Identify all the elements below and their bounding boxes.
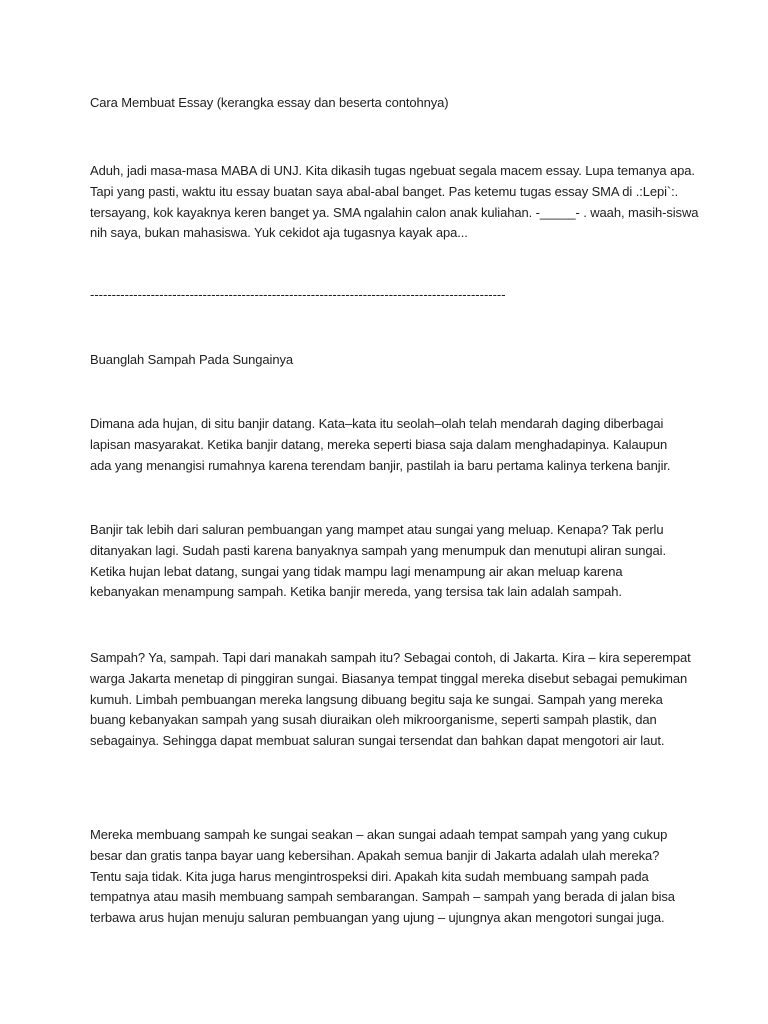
- paragraph-line: ditanyakan lagi. Sudah pasti karena banyaknya sampah yang menumpuk dan menutupi aliran sungai.: [90, 542, 666, 558]
- intro-line: tersayang, kok kayaknya keren banget ya. SMA ngalahin calon anak kuliahan. -_____- . waah, masih-siswa: [90, 204, 699, 220]
- paragraph-line: tempatnya atau masih membuang sampah sembarangan. Sampah – sampah yang berada di jalan bisa: [90, 889, 675, 905]
- essay-paragraph-2: [90, 520, 690, 603]
- intro-line: Aduh, jadi masa-masa MABA di UNJ. Kita dikasih tugas ngebuat segala macem essay. Lupa temanya apa.: [90, 163, 695, 178]
- paragraph-line: warga Jakarta menetap di pinggiran sungai. Biasanya tempat tinggal mereka disebut sebagai pemukiman: [90, 670, 688, 686]
- paragraph-line: kebanyakan menampung sampah. Ketika banjir mereda, yang tersisa tak lain adalah sampah.: [90, 584, 622, 600]
- essay-paragraph-3: [90, 648, 690, 752]
- section-divider: [90, 285, 690, 306]
- paragraph-line: Ketika hujan lebat datang, sungai yang tidak mampu lagi menampung air akan meluap karena: [90, 563, 623, 579]
- essay-paragraph-4: [90, 825, 690, 929]
- paragraph-line: buang kebanyakan sampah yang susah diuraikan oleh mikroorganisme, seperti sampah plastik, dan: [90, 712, 657, 728]
- document-title: [90, 93, 690, 114]
- paragraph-line: Mereka membuang sampah ke sungai seakan – akan sungai adaah tempat sampah yang yang cukup: [90, 827, 668, 842]
- paragraph-line: terbawa arus hujan menuju saluran pembuangan yang ujung – ujungnya akan mengotori sungai juga.: [90, 910, 665, 926]
- essay-paragraph-1: [90, 414, 690, 476]
- paragraph-line: lapisan masyarakat. Ketika banjir datang, mereka seperti biasa saja dalam menghadapinya. Kalaupun: [90, 436, 668, 452]
- intro-paragraph: [90, 161, 699, 244]
- paragraph-line: sebagainya. Sehingga dapat membuat saluran sungai tersendat dan bahkan dapat mengotori air laut.: [90, 733, 665, 749]
- paragraph-line: Sampah? Ya, sampah. Tapi dari manakah sampah itu? Sebagai contoh, di Jakarta. Kira – kira seperempat: [90, 650, 691, 665]
- paragraph-line: Tentu saja tidak. Kita juga harus mengintrospeksi diri. Apakah kita sudah membuang sampah pada: [90, 868, 649, 884]
- intro-line: nih saya, bukan mahasiswa. Yuk cekidot aja tugasnya kayak apa...: [90, 225, 468, 241]
- essay-title: [90, 350, 690, 371]
- essay-title-text: Buanglah Sampah Pada Sungainya: [90, 352, 293, 367]
- document-title-text: Cara Membuat Essay (kerangka essay dan beserta contohnya): [90, 95, 449, 110]
- paragraph-line: kumuh. Limbah pembuangan mereka langsung dibuang begitu saja ke sungai. Sampah yang mereka: [90, 691, 663, 707]
- divider-line: ------------------------------------------------------------------------------------------------: [90, 287, 506, 302]
- paragraph-line: Dimana ada hujan, di situ banjir datang. Kata–kata itu seolah–olah telah mendarah daging diberbagai: [90, 416, 664, 431]
- intro-line: Tapi yang pasti, waktu itu essay buatan saya abal-abal banget. Pas ketemu tugas essay SMA di .:Lepi`:.: [90, 183, 679, 199]
- paragraph-line: ada yang menangisi rumahnya karena terendam banjir, pastilah ia baru pertama kalinya terkena banjir.: [90, 457, 671, 473]
- paragraph-line: besar dan gratis tanpa bayar uang kebersihan. Apakah semua banjir di Jakarta adalah ulah mereka?: [90, 847, 660, 863]
- paragraph-line: Banjir tak lebih dari saluran pembuangan yang mampet atau sungai yang meluap. Kenapa? Tak perlu: [90, 522, 664, 537]
